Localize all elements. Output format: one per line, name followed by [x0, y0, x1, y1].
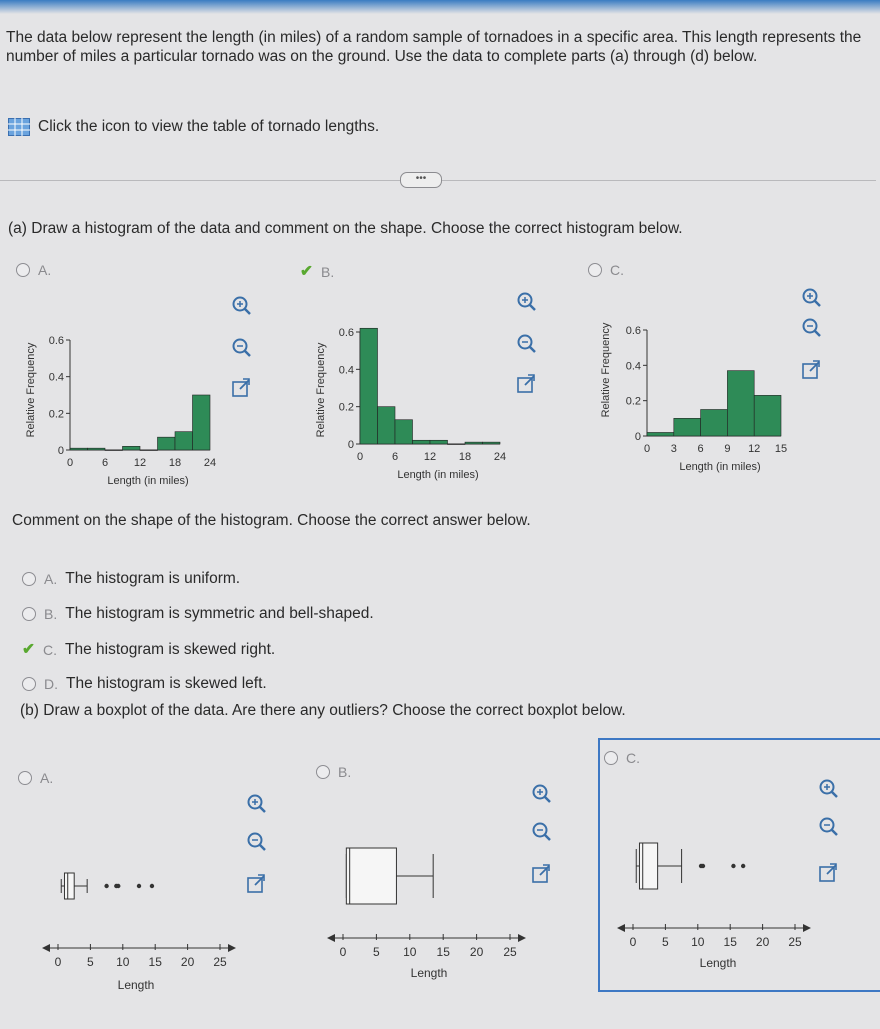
boxplot-c[interactable]	[615, 820, 815, 980]
x-tick-label: 5	[662, 935, 669, 949]
y-tick-label: 0	[634, 431, 641, 443]
axis-arrow-left	[617, 924, 625, 932]
x-tick-label: 25	[213, 955, 227, 969]
iqr-box	[346, 848, 396, 904]
axis-arrow-right	[803, 924, 811, 932]
pop-out-icon[interactable]	[248, 875, 264, 892]
x-tick-label: 15	[436, 945, 450, 959]
radio-button[interactable]	[22, 607, 36, 621]
axis-arrow-right	[518, 934, 526, 942]
x-tick-label: 0	[339, 945, 347, 959]
zoom-in-icon[interactable]	[234, 298, 251, 315]
iqr-box	[639, 843, 657, 889]
x-axis-label: Length	[117, 978, 155, 992]
shape-answer-text: The histogram is skewed right.	[65, 640, 276, 658]
y-tick-label: 0.6	[625, 325, 641, 337]
outlier-point	[137, 884, 141, 888]
outlier-point	[701, 864, 705, 868]
x-tick-label: 15	[774, 443, 788, 455]
histogram-bar	[727, 371, 754, 436]
bars	[647, 371, 781, 436]
x-tick-label: 10	[691, 935, 705, 949]
histogram-bar	[360, 328, 378, 444]
histogram-bar	[465, 442, 483, 444]
x-ticks	[67, 450, 216, 469]
outlier-point	[150, 884, 154, 888]
x-tick-label: 24	[203, 457, 217, 469]
x-tick-label: 5	[87, 955, 94, 969]
boxplot-marks	[636, 843, 745, 889]
y-tick-label: 0.6	[338, 327, 354, 339]
y-tick-label: 0.2	[48, 408, 64, 421]
radio-button[interactable]	[316, 765, 330, 779]
zoom-in-icon[interactable]	[821, 781, 838, 798]
y-tick-label: 0.4	[338, 364, 354, 377]
x-tick-label: 20	[469, 945, 484, 959]
zoom-controls-box-c	[815, 775, 845, 887]
pop-out-icon[interactable]	[820, 864, 836, 881]
iqr-box	[64, 873, 74, 899]
zoom-out-icon[interactable]	[534, 824, 551, 841]
boxplot-marks	[61, 873, 154, 899]
histogram-bar	[105, 450, 123, 451]
bars	[70, 395, 210, 451]
zoom-out-icon[interactable]	[249, 834, 266, 851]
pop-out-icon[interactable]	[233, 379, 249, 396]
histogram-bar	[430, 440, 448, 444]
x-tick-label: 0	[356, 451, 364, 463]
histogram-bar	[88, 448, 106, 450]
x-tick-label: 18	[168, 457, 182, 469]
histogram-bar	[483, 442, 501, 444]
x-tick-label: 12	[748, 443, 761, 455]
y-axis-label: Relative Frequency	[25, 342, 37, 438]
hist-option-b[interactable]: ✔ B.	[300, 263, 335, 280]
shape-answer-c[interactable]: ✔ C. The histogram is skewed right.	[22, 640, 276, 658]
y-ticks	[339, 327, 360, 451]
shape-answer-text: The histogram is uniform.	[65, 570, 241, 587]
shape-answer-b[interactable]: B. The histogram is symmetric and bell-shaped.	[22, 605, 374, 623]
checkmark-icon: ✔	[300, 263, 313, 280]
bars	[360, 328, 500, 444]
zoom-out-icon[interactable]	[821, 819, 838, 836]
y-ticks	[49, 335, 70, 457]
x-tick-label: 0	[66, 457, 74, 469]
y-axis-label: Relative Frequency	[315, 342, 327, 438]
zoom-controls-box-a	[243, 790, 273, 902]
histogram-bar	[448, 444, 466, 445]
radio-button[interactable]	[588, 263, 602, 277]
x-tick-label: 18	[458, 451, 472, 463]
histogram-bar	[175, 432, 193, 450]
x-tick-label: 10	[116, 955, 130, 969]
histogram-bar	[754, 395, 781, 436]
outlier-point	[116, 884, 120, 888]
boxplot-a[interactable]	[30, 820, 250, 1000]
zoom-in-icon[interactable]	[534, 786, 551, 803]
zoom-out-icon[interactable]	[234, 340, 251, 357]
radio-button[interactable]	[16, 263, 30, 277]
outlier-point	[731, 864, 735, 868]
radio-button[interactable]	[18, 771, 32, 785]
pop-out-icon[interactable]	[533, 865, 549, 882]
x-tick-label: 0	[643, 443, 651, 455]
x-ticks	[357, 444, 506, 463]
x-tick-label: 20	[755, 935, 770, 949]
y-tick-label: 0.2	[338, 401, 354, 414]
x-tick-label: 0	[54, 955, 62, 969]
axis-arrow-left	[327, 934, 335, 942]
x-tick-label: 6	[101, 457, 109, 469]
x-tick-label: 5	[373, 945, 380, 959]
y-tick-label: 0.2	[625, 395, 641, 408]
shape-answer-text: The histogram is symmetric and bell-shaped.	[65, 605, 374, 622]
x-axis-label: Length (in miles)	[679, 461, 761, 473]
y-ticks	[626, 325, 647, 443]
x-axis	[617, 924, 811, 949]
intro-text: The data below represent the length (in miles) of a random sample of tornadoes in a specific area. This length represents the number of miles a particular tornado was on the ground. Use the data to complete parts (a) through (d) below.	[6, 29, 862, 65]
radio-button[interactable]	[22, 677, 36, 691]
histogram-c[interactable]	[595, 300, 805, 480]
part-b-question: (b) Draw a boxplot of the data. Are there any outliers? Choose the correct boxplot below.	[20, 702, 626, 719]
x-axis-label: Length (in miles)	[107, 475, 189, 487]
x-tick-label: 12	[423, 451, 437, 463]
x-tick-label: 10	[403, 945, 417, 959]
histogram-bar	[378, 407, 396, 444]
zoom-controls-a	[228, 292, 258, 404]
boxplot-b[interactable]	[325, 820, 545, 990]
x-tick-label: 15	[148, 955, 162, 969]
x-tick-label: 12	[133, 457, 147, 469]
zoom-controls-b	[513, 288, 543, 400]
histogram-bar	[701, 410, 728, 437]
x-tick-label: 15	[723, 935, 737, 949]
x-tick-label: 20	[180, 955, 195, 969]
table-link[interactable]	[8, 118, 379, 136]
zoom-controls-c	[798, 284, 828, 396]
histogram-bar	[413, 440, 431, 444]
x-tick-label: 25	[788, 935, 802, 949]
y-tick-label: 0.4	[48, 371, 64, 384]
part-a-question: (a) Draw a histogram of the data and comment on the shape. Choose the correct histogram below.	[8, 220, 683, 237]
x-tick-label: 6	[697, 443, 704, 455]
x-tick-label: 6	[391, 451, 399, 463]
histogram-bar	[674, 418, 701, 436]
axis-arrow-left	[42, 944, 50, 952]
zoom-controls-box-b	[528, 780, 558, 892]
zoom-in-icon[interactable]	[804, 290, 821, 307]
y-tick-label: 0	[347, 439, 354, 451]
shape-question: Comment on the shape of the histogram. Choose the correct answer below.	[12, 512, 531, 529]
zoom-out-icon[interactable]	[519, 336, 536, 353]
x-tick-label: 3	[670, 443, 677, 455]
checkmark-icon: ✔	[22, 641, 35, 658]
table-icon[interactable]	[8, 118, 30, 136]
histogram-bar	[647, 432, 674, 436]
top-bar	[0, 0, 880, 14]
box-option-b[interactable]: B.	[316, 764, 351, 780]
radio-button[interactable]	[22, 572, 36, 586]
box-option-a[interactable]: A.	[18, 770, 53, 786]
zoom-in-icon[interactable]	[249, 796, 266, 813]
histogram-a[interactable]	[20, 320, 240, 495]
y-tick-label: 0.4	[625, 360, 641, 373]
x-axis	[327, 934, 526, 959]
x-axis-label: Length (in miles)	[397, 469, 479, 481]
histogram-bar	[140, 450, 158, 451]
axis-arrow-right	[228, 944, 236, 952]
outlier-point	[741, 864, 745, 868]
outlier-point	[104, 884, 108, 888]
histogram-bar	[123, 446, 141, 450]
boxplot-marks	[346, 848, 433, 904]
histogram-bar	[193, 395, 211, 450]
y-tick-label: 0	[57, 445, 64, 457]
table-link-text[interactable]: Click the icon to view the table of tornado lengths.	[38, 118, 380, 135]
box-option-c[interactable]: C.	[604, 750, 640, 766]
expand-button[interactable]: •••	[400, 172, 442, 188]
x-ticks	[644, 436, 787, 455]
shape-answer-a[interactable]: A. The histogram is uniform.	[22, 570, 240, 588]
x-tick-label: 25	[503, 945, 517, 959]
pop-out-icon[interactable]	[803, 361, 819, 378]
y-axis-label: Relative Frequency	[600, 322, 612, 418]
histogram-b[interactable]	[310, 320, 530, 495]
x-axis	[42, 944, 236, 969]
x-tick-label: 0	[629, 935, 637, 949]
hist-option-c[interactable]: C.	[588, 262, 624, 278]
histogram-bar	[395, 420, 413, 444]
hist-option-a[interactable]: A.	[16, 262, 51, 278]
x-tick-label: 9	[724, 443, 731, 455]
y-tick-label: 0.6	[48, 335, 64, 347]
zoom-out-icon[interactable]	[804, 320, 821, 337]
shape-answer-d[interactable]: D. The histogram is skewed left.	[22, 675, 267, 693]
histogram-bar	[70, 448, 88, 450]
pop-out-icon[interactable]	[518, 375, 534, 392]
x-axis-label: Length	[410, 966, 448, 980]
shape-answer-text: The histogram is skewed left.	[66, 675, 267, 692]
radio-button[interactable]	[604, 751, 618, 765]
x-axis-label: Length	[699, 956, 737, 970]
zoom-in-icon[interactable]	[519, 294, 536, 311]
x-tick-label: 24	[493, 451, 507, 463]
histogram-bar	[158, 437, 176, 450]
